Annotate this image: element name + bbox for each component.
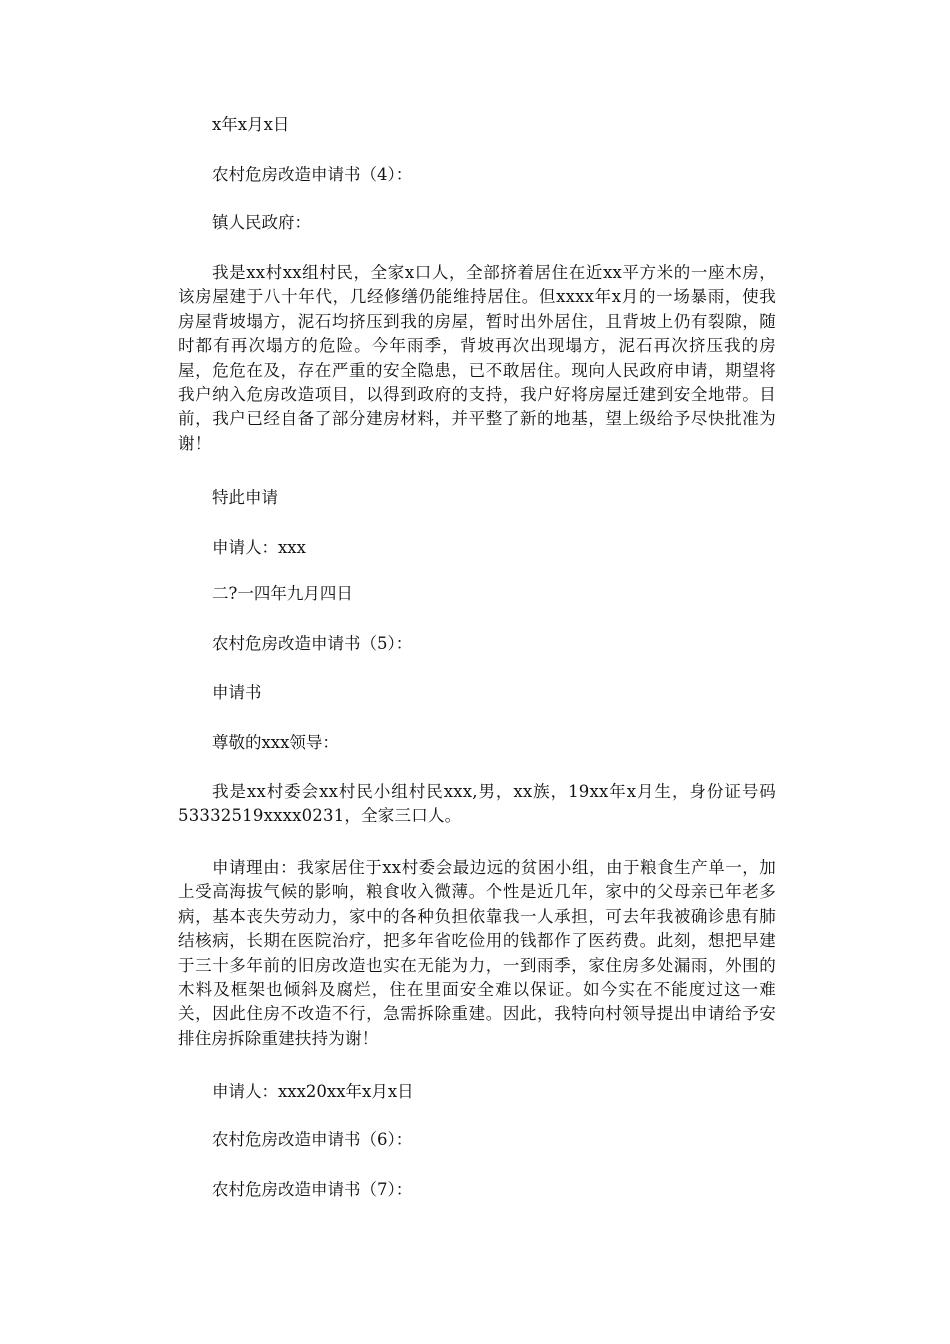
recipient-line: 镇人民政府： bbox=[212, 213, 311, 232]
applicant-line: 申请人：xxx bbox=[212, 538, 306, 557]
date-line: 二?一四年九月四日 bbox=[212, 584, 353, 603]
application-reason-paragraph: 申请理由：我家居住于xx村委会最边远的贫困小组，由于粮食生产单一，加上受高海拔气候的影响，粮食收入微薄。个性是近几年，家中的父母亲已年老多病，基本丧失劳动力，家中的各种负担依靠我一人承担，可去年我被确诊患有肺结核病，长期在医院治疗，把多年省吃俭用的钱都作了医药费。此刻，想把早建于三十多年前的旧房改造也实在无能为力，一到雨季，家住房多处漏雨，外围的木料及框架也倾斜及腐烂，住在里面安全难以保证。如今实在不能度过这一难关，因此住房不改造不行，急需拆除重建。因此，我特向村领导提出申请给予安排住房拆除重建扶持为谢！ bbox=[178, 858, 776, 1048]
recipient-line: 尊敬的xxx领导： bbox=[212, 733, 339, 752]
section-heading-7: 农村危房改造申请书（7）： bbox=[212, 1180, 413, 1199]
date-line: x年x月x日 bbox=[212, 115, 290, 134]
closing-line: 特此申请 bbox=[212, 488, 278, 507]
applicant-line: 申请人：xxx20xx年x月x日 bbox=[212, 1082, 414, 1101]
document-subtitle: 申请书 bbox=[212, 683, 262, 702]
section-heading-5: 农村危房改造申请书（5）： bbox=[212, 634, 413, 653]
section-heading-6: 农村危房改造申请书（6）： bbox=[212, 1130, 413, 1149]
applicant-info-paragraph: 我是xx村委会xx村民小组村民xxx,男，xx族，19xx年x月生，身份证号码53332519xxxx0231，全家三口人。 bbox=[178, 782, 776, 826]
section-heading-4: 农村危房改造申请书（4）： bbox=[212, 165, 413, 184]
application-body-paragraph: 我是xx村xx组村民，全家x口人，全部挤着居住在近xx平方米的一座木房，该房屋建于八十年代，几经修缮仍能维持居住。但xxxx年x月的一场暴雨，使我房屋背坡塌方，泥石均挤压到我的房屋，暂时出外居住，且背坡上仍有裂隙，随时都有再次塌方的危险。今年雨季，背坡再次出现塌方，泥石再次挤压我的房屋，危危在及，存在严重的安全隐患，已不敢居住。现向人民政府申请，期望将我户纳入危房改造项目，以得到政府的支持，我户好将房屋迁建到安全地带。目前，我户已经自备了部分建房材料，并平整了新的地基，望上级给予尽快批准为谢！ bbox=[178, 263, 776, 453]
